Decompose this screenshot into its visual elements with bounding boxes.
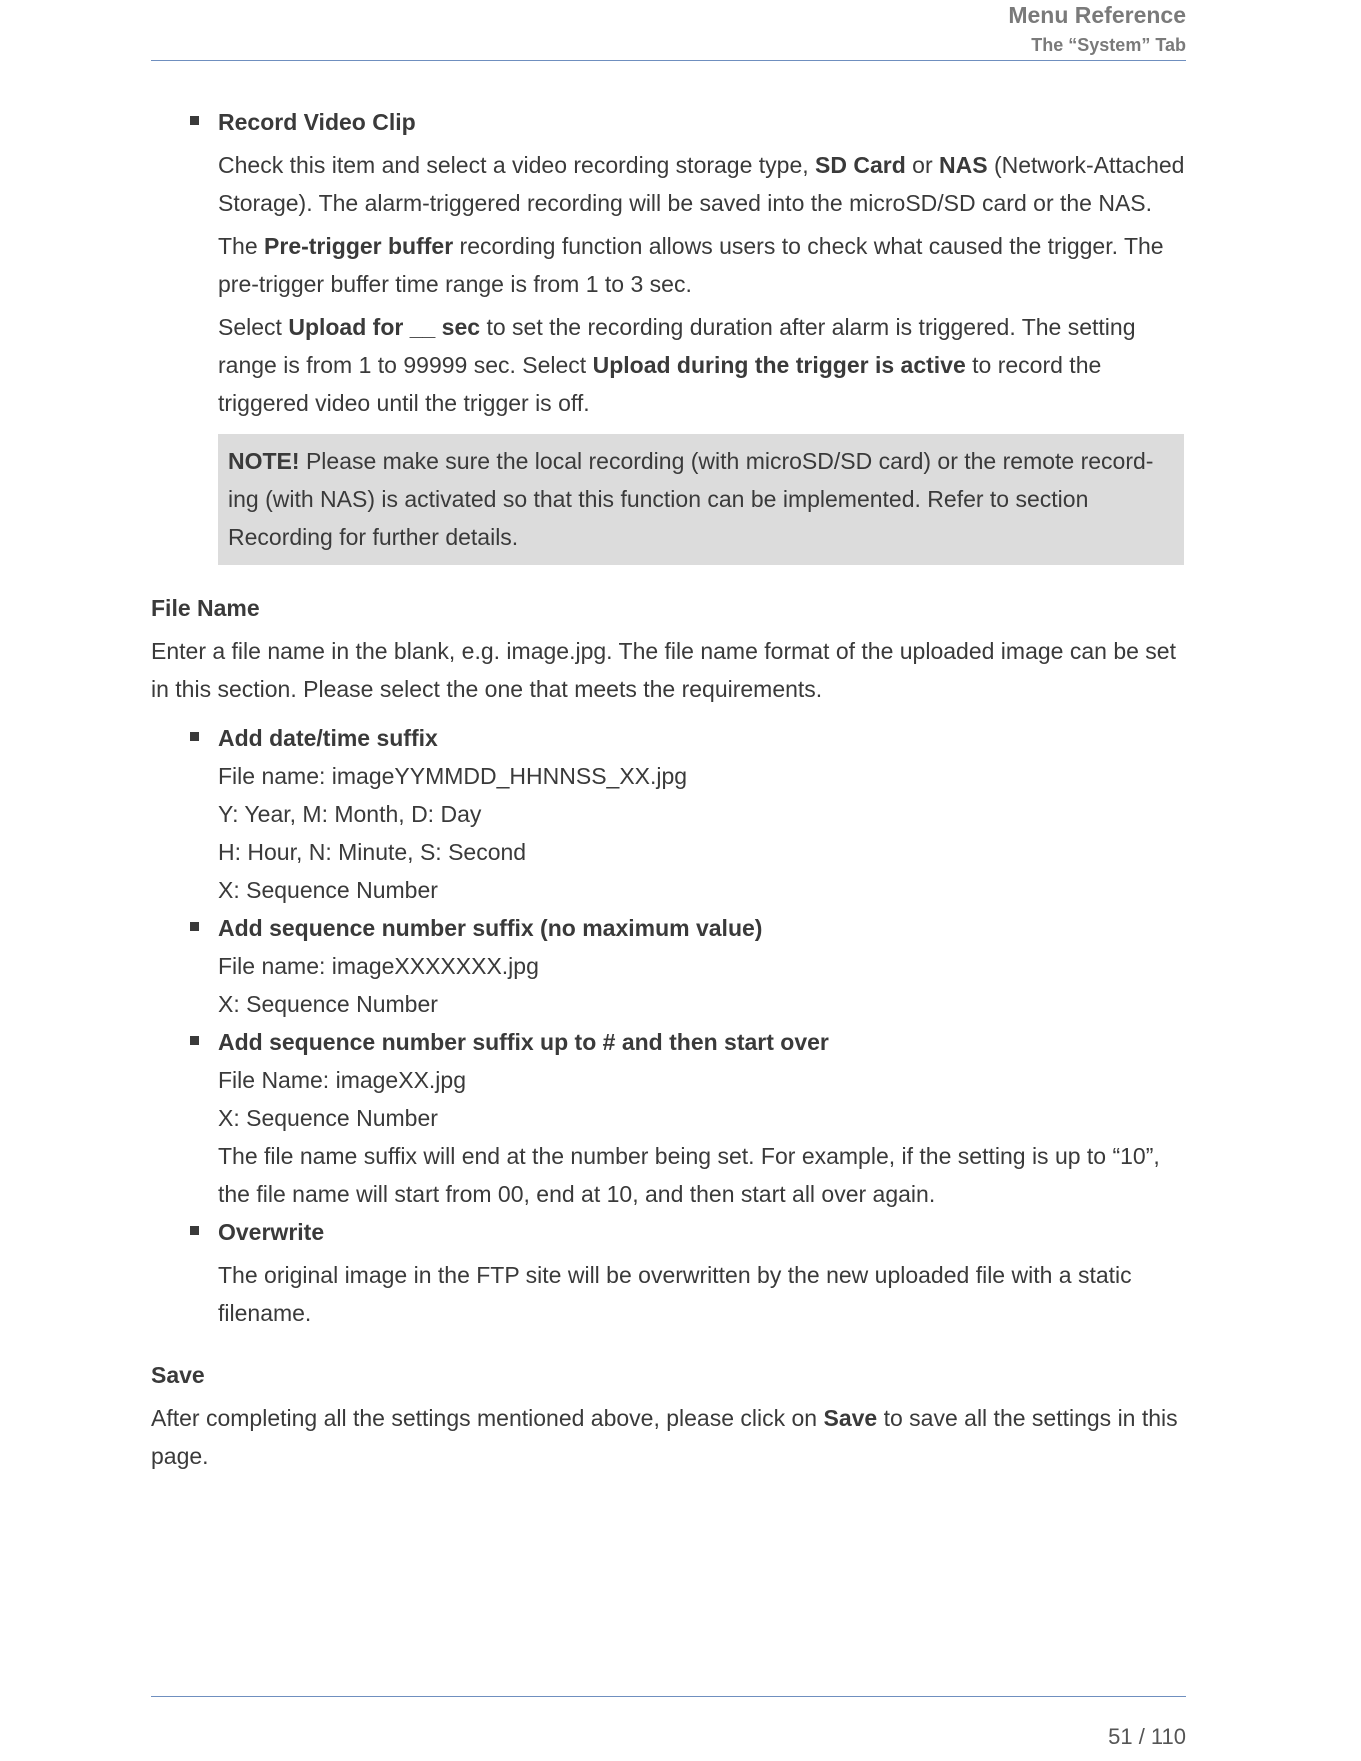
seq-suffix-line: File name: imageXXXXXXX.jpg bbox=[218, 953, 539, 979]
record-clip-paragraph-1: Check this item and select a video recording storage type, SD Card or NAS (Network-Attached Storage). The alarm-triggered recording will be saved into the microSD/SD card or the NAS. bbox=[218, 152, 1185, 216]
date-suffix-item bbox=[151, 719, 1186, 909]
record-clip-title: Record Video Clip bbox=[218, 109, 416, 135]
file-name-intro: Enter a file name in the blank, e.g. image.jpg. The file name format of the uploaded image can be set in this section. Please select the one that meets the requirements. bbox=[151, 638, 1176, 702]
seq-up-to-item bbox=[151, 1023, 1186, 1213]
seq-suffix-item bbox=[151, 909, 1186, 1023]
date-suffix-line: X: Sequence Number bbox=[218, 877, 438, 903]
date-suffix-line: H: Hour, N: Minute, S: Second bbox=[218, 839, 527, 865]
record-clip-paragraph-3: Select Upload for __ sec to set the recording duration after alarm is triggered. The setting range is from 1 to 99999 sec. Select Upload during the trigger is active to record the triggered video until the trigger is off. bbox=[218, 314, 1136, 416]
date-suffix-line: Y: Year, M: Month, D: Day bbox=[218, 801, 482, 827]
seq-up-to-title: Add sequence number suffix up to # and then start over bbox=[218, 1029, 829, 1055]
seq-up-to-line: The file name suffix will end at the number being set. For example, if the setting is up to “10”, the file name will start from 00, end at 10, and then start all over again. bbox=[218, 1143, 1160, 1207]
square-bullet-icon bbox=[190, 116, 199, 125]
file-name-heading: File Name bbox=[151, 595, 260, 621]
seq-up-to-line: File Name: imageXX.jpg bbox=[218, 1067, 466, 1093]
save-heading: Save bbox=[151, 1362, 205, 1388]
page-body bbox=[151, 103, 1186, 1475]
save-text: After completing all the settings mentioned above, please click on Save to save all the settings in this page. bbox=[151, 1405, 1178, 1469]
overwrite-item bbox=[151, 1213, 1186, 1332]
footer-divider bbox=[151, 1696, 1186, 1697]
seq-suffix-line: X: Sequence Number bbox=[218, 991, 438, 1017]
header-subtitle: The “System” Tab bbox=[1031, 35, 1186, 55]
overwrite-text: The original image in the FTP site will be overwritten by the new uploaded file with a static filename. bbox=[218, 1262, 1132, 1326]
header-title: Menu Reference bbox=[1008, 2, 1186, 28]
square-bullet-icon bbox=[190, 1226, 199, 1235]
date-suffix-line: File name: imageYYMMDD_HHNNSS_XX.jpg bbox=[218, 763, 688, 789]
date-suffix-title: Add date/time suffix bbox=[218, 725, 438, 751]
record-clip-item bbox=[151, 103, 1186, 422]
page-number: 51 / 110 bbox=[1108, 1724, 1186, 1749]
page-header bbox=[151, 0, 1186, 55]
note-text: Please make sure the local recording (with microSD/SD card) or the remote record-ing (with NAS) is activated so that this function can be implemented. Refer to section Recording for further details. bbox=[228, 448, 1154, 550]
square-bullet-icon bbox=[190, 922, 199, 931]
record-clip-paragraph-2: The Pre-trigger buffer recording function allows users to check what caused the trigger. The pre-trigger buffer time range is from 1 to 3 sec. bbox=[218, 233, 1164, 297]
seq-suffix-title: Add sequence number suffix (no maximum value) bbox=[218, 915, 763, 941]
square-bullet-icon bbox=[190, 732, 199, 741]
header-divider bbox=[151, 60, 1186, 61]
note-box bbox=[218, 434, 1184, 565]
note-label: NOTE! bbox=[228, 448, 300, 474]
square-bullet-icon bbox=[190, 1036, 199, 1045]
overwrite-title: Overwrite bbox=[218, 1219, 325, 1245]
seq-up-to-line: X: Sequence Number bbox=[218, 1105, 438, 1131]
